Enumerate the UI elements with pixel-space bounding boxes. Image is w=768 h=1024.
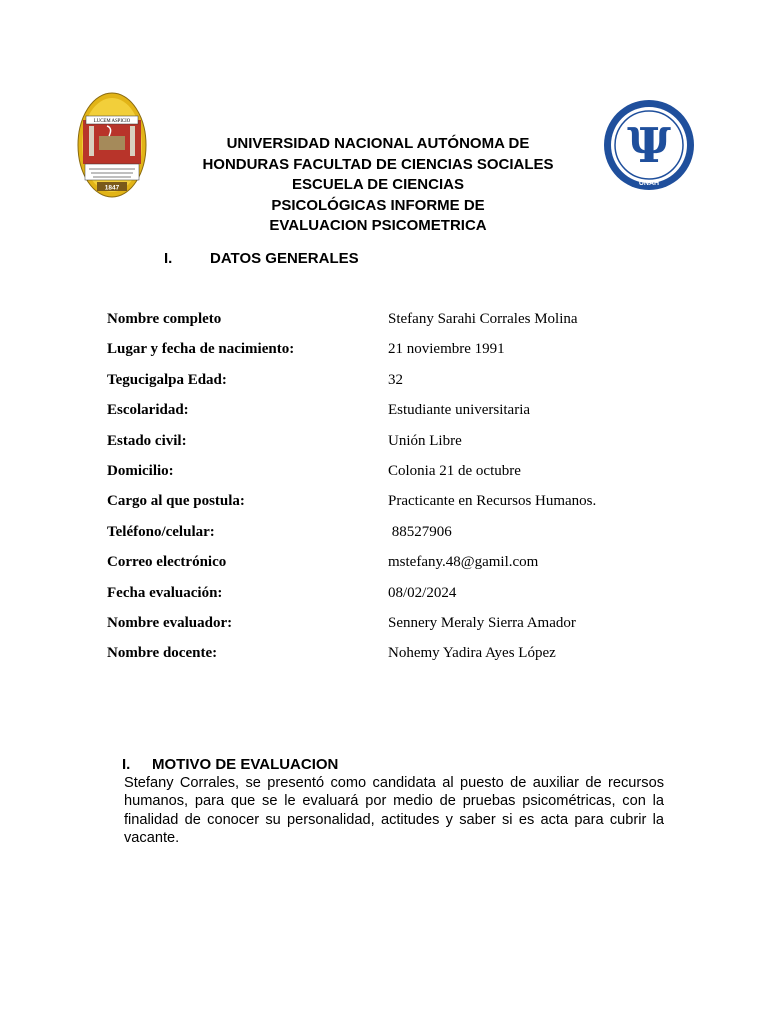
field-row [107, 463, 667, 493]
field-value: Practicante en Recursos Humanos. [388, 493, 597, 510]
field-value: 08/02/2024 [388, 584, 457, 601]
motivo-paragraph: Stefany Corrales, se presentó como candidata al puesto de auxiliar de recursos humanos, para que se le evaluará por medio de pruebas psicométricas, con la finalidad de conocer su personalidad, actitudes y saber si es acta para cubrir la vacante. [124, 775, 664, 846]
document-header [150, 134, 606, 237]
field-label: Estado civil: [107, 432, 187, 449]
seal-year: 1847 [104, 184, 120, 192]
field-value: 88527906 [388, 523, 452, 540]
field-label: Nombre docente: [107, 645, 218, 662]
field-row [107, 585, 667, 615]
field-label: Lugar y fecha de nacimiento: [107, 341, 295, 358]
field-row [107, 311, 667, 341]
field-label: Escolaridad: [107, 402, 189, 419]
field-label: Correo electrónico [107, 554, 227, 571]
field-label: Domicilio: [107, 462, 174, 479]
university-seal-logo [77, 92, 147, 198]
field-label: Teléfono/celular: [107, 523, 215, 540]
field-row [107, 524, 667, 554]
field-row [107, 341, 667, 371]
field-value: Colonia 21 de octubre [388, 462, 521, 479]
header-line-2: HONDURAS FACULTAD DE CIENCIAS SOCIALES [202, 155, 554, 173]
field-row [107, 372, 667, 402]
psi-symbol: Ψ [627, 118, 671, 174]
field-row [107, 615, 667, 645]
general-data-list [107, 311, 667, 676]
field-value: 32 [388, 371, 403, 388]
field-label: Nombre completo [107, 311, 222, 327]
field-label: Tegucigalpa Edad: [107, 371, 227, 388]
field-row [107, 402, 667, 432]
section-heading-motivo [122, 756, 338, 773]
header-line-5: EVALUACION PSICOMETRICA [269, 217, 487, 235]
section-heading-datos-generales [164, 250, 359, 267]
seal-motto: LUCEM ASPICIO [93, 119, 131, 124]
field-label: Nombre evaluador: [107, 614, 233, 631]
header-line-1: UNIVERSIDAD NACIONAL AUTÓNOMA DE [226, 135, 530, 152]
section-number: I. [164, 250, 173, 267]
section-title: DATOS GENERALES [210, 250, 359, 267]
field-row [107, 433, 667, 463]
field-value: Unión Libre [388, 432, 462, 449]
field-value: Sennery Meraly Sierra Amador [388, 614, 576, 631]
header-line-4: PSICOLÓGICAS INFORME DE [271, 196, 485, 214]
unah-text: UNAH [638, 180, 660, 187]
field-value: 21 noviembre 1991 [388, 341, 505, 358]
psychology-school-logo [603, 99, 695, 191]
field-row [107, 554, 667, 584]
field-label: Fecha evaluación: [107, 584, 223, 601]
header-line-3: ESCUELA DE CIENCIAS [292, 176, 464, 194]
section-title: MOTIVO DE EVALUACION [152, 756, 339, 773]
field-label: Cargo al que postula: [107, 493, 245, 510]
field-row [107, 645, 667, 675]
field-value: mstefany.48@gamil.com [388, 554, 539, 571]
field-value: Stefany Sarahi Corrales Molina [388, 311, 578, 327]
field-value: Estudiante universitaria [388, 402, 531, 419]
section-number: I. [122, 756, 131, 773]
field-value: Nohemy Yadira Ayes López [388, 645, 556, 662]
field-row [107, 493, 667, 523]
